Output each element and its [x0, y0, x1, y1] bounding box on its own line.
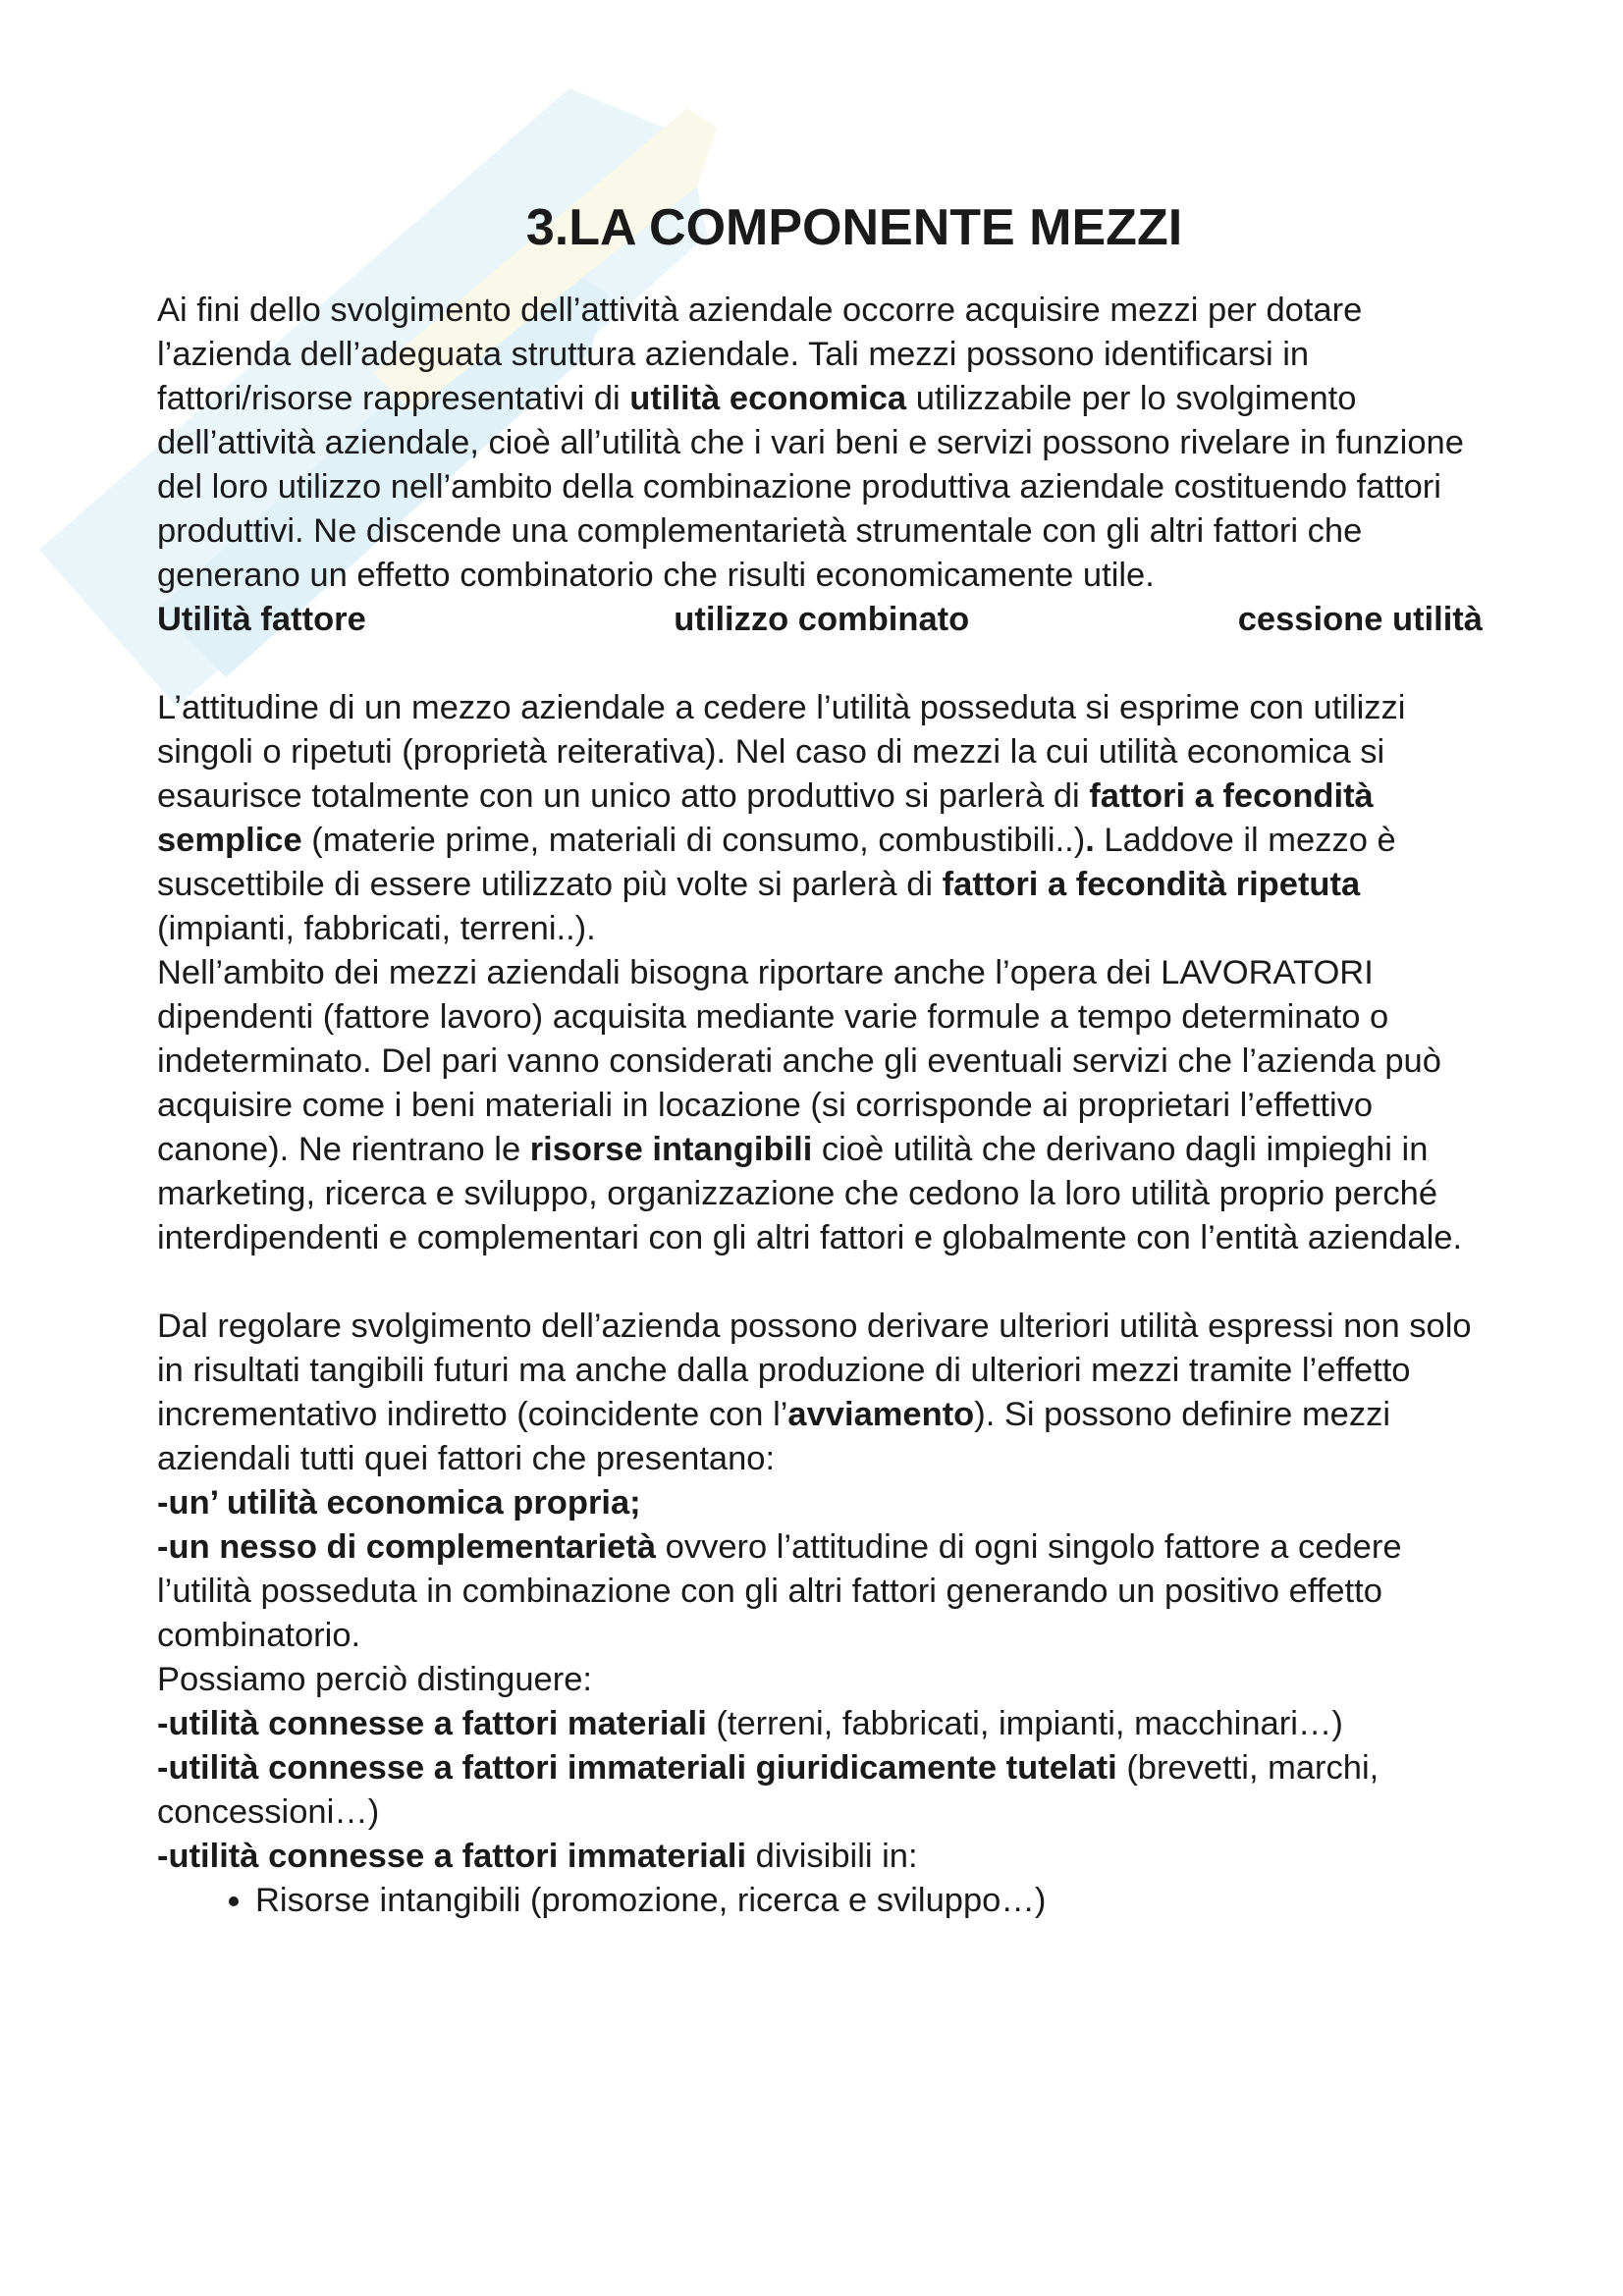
text-run: (brevetti, marchi, concessioni…)	[157, 1749, 1380, 1831]
utility-flow-step-3: cessione utilità	[1237, 601, 1483, 638]
paragraph-lavoratori	[157, 951, 1483, 1260]
line-fattori-immateriali	[157, 1835, 1483, 1879]
text-run: (terreni, fabbricati, impianti, macchinari…)	[706, 1705, 1343, 1742]
utility-flow-row	[157, 598, 1483, 642]
line-distinguere	[157, 1658, 1483, 1702]
bullet-list	[157, 1879, 1483, 1923]
bold-text-run: -utilità connesse a fattori immateriali	[157, 1838, 747, 1875]
text-run: (impianti, fabbricati, terreni..).	[157, 910, 596, 947]
bold-text-run: -un nesso di complementarietà	[157, 1528, 657, 1566]
line-fattori-immateriali-tutelati	[157, 1746, 1483, 1835]
bold-text-run: -un’ utilità economica propria;	[157, 1484, 641, 1522]
bold-text-run: -utilità connesse a fattori immateriali giuridicamente tutelati	[157, 1749, 1117, 1787]
bold-text-run: risorse intangibili	[529, 1131, 813, 1168]
text-run: ovvero l’attitudine di ogni singolo fattore a cedere l’utilità posseduta in combinazione con gli altri fattori generando un positivo effetto combinatorio.	[157, 1528, 1402, 1654]
text-run: utilizzabile per lo svolgimento dell’attività aziendale, cioè all’utilità che i vari beni e servizi possono rivelare in funzione del loro utilizzo nell’ambito della combinazione produttiva aziendale costituendo fattori produttivi. Ne discende una complementarietà strumentale con gli altri fattori che generano un effetto combinatorio che risulti economicamente utile.	[157, 380, 1464, 594]
bold-text-run: avviamento	[787, 1396, 975, 1433]
bold-text-run: fattori a fecondità semplice	[157, 777, 1374, 859]
text-run: (materie prime, materiali di consumo, combustibili..)	[301, 822, 1086, 859]
text-run: Possiamo perciò distinguere:	[157, 1661, 592, 1698]
line-fattori-materiali	[157, 1702, 1483, 1746]
list-item: • Risorse intangibili (promozione, ricerca e sviluppo…)	[255, 1879, 1483, 1923]
text-run: Dal regolare svolgimento dell’azienda possono derivare ulteriori utilità espressi non solo in risultati tangibili futuri ma anche dalla produzione di ulteriori mezzi tramite l’effetto incrementativo indiretto (coincidente con l’	[157, 1308, 1472, 1433]
paragraph-spacer	[157, 1260, 1483, 1305]
text-run: Laddove il mezzo è suscettibile di essere utilizzato più volte si parlerà di	[157, 822, 1396, 903]
bold-text-run: fattori a fecondità ripetuta	[942, 866, 1361, 903]
bold-text-run: -utilità connesse a fattori materiali	[157, 1705, 707, 1742]
bold-text-run: .	[1085, 822, 1095, 859]
utility-flow-step-1: Utilità fattore	[157, 601, 366, 638]
text-run: L’attitudine di un mezzo aziendale a cedere l’utilità posseduta si esprime con utilizzi singoli o ripetuti (proprietà reiterativa). Nel caso di mezzi la cui utilità economica si esaurisce totalmente con un unico atto produttivo si parlerà di	[157, 689, 1406, 815]
paragraph-fecondita	[157, 686, 1483, 951]
text-run: ). Si possono definire mezzi aziendali tutti quei fattori che presentano:	[157, 1396, 1391, 1477]
line-nesso-complementarieta	[157, 1525, 1483, 1658]
document-body	[157, 187, 1483, 1923]
paragraph-intro	[157, 289, 1483, 598]
line-utilita-economica	[157, 1481, 1483, 1525]
text-run: Ai fini dello svolgimento dell’attività aziendale occorre acquisire mezzi per dotare l’azienda dell’adeguata struttura aziendale. Tali mezzi possono identificarsi in fattori/risorse rappresentativi di	[157, 292, 1363, 417]
text-run: cioè utilità che derivano dagli impieghi in marketing, ricerca e sviluppo, organizzazione che cedono la loro utilità proprio perché interdipendenti e complementari con gli altri fattori e globalmente con l’entità aziendale.	[157, 1131, 1463, 1256]
utility-flow-step-2: utilizzo combinato	[674, 601, 970, 638]
text-run: divisibili in:	[746, 1838, 918, 1875]
page-title: 3.LA COMPONENTE MEZZI	[525, 199, 1183, 256]
paragraph-spacer	[157, 642, 1483, 686]
bold-text-run: utilità economica	[629, 380, 907, 417]
paragraph-avviamento	[157, 1305, 1483, 1481]
text-run: Nell’ambito dei mezzi aziendali bisogna riportare anche l’opera dei LAVORATORI dipendenti (fattore lavoro) acquisita mediante varie formule a tempo determinato o indeterminato. Del pari vanno considerati anche gli eventuali servizi che l’azienda può acquisire come i beni materiali in locazione (si corrisponde ai proprietari l’effettivo canone). Ne rientrano le	[157, 954, 1441, 1168]
